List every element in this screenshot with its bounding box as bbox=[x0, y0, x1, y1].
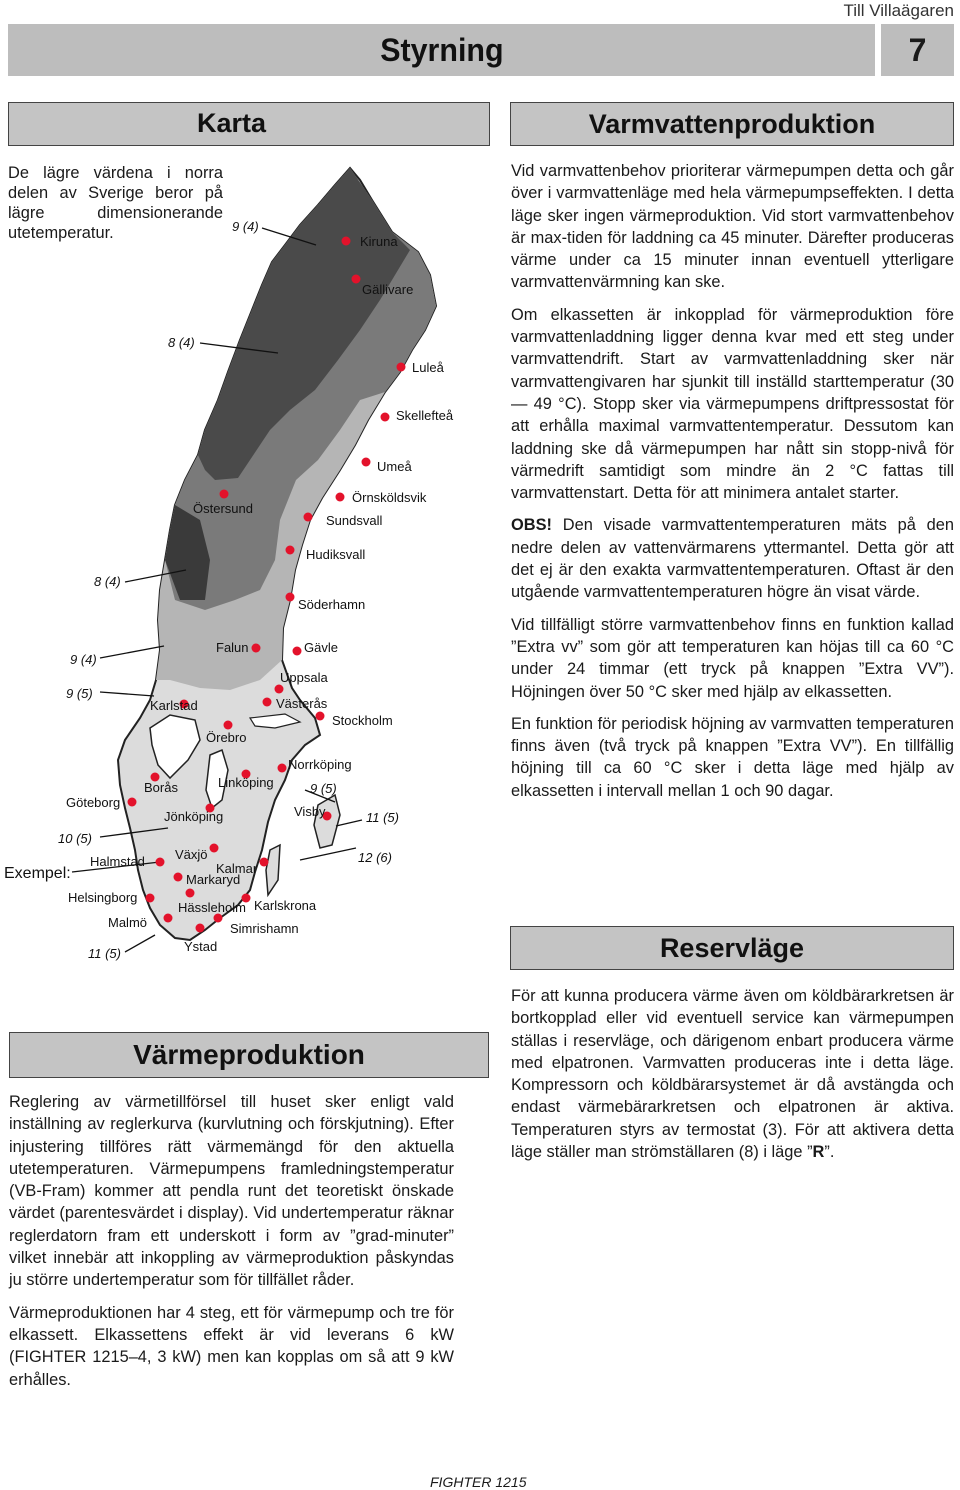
zone-label-6: 10 (5) bbox=[58, 831, 92, 846]
header-brand: Till Villaägaren bbox=[843, 1, 954, 20]
city-hudiksvall: Hudiksvall bbox=[306, 547, 366, 562]
city-soderhamn: Söderhamn bbox=[298, 597, 366, 612]
island-oland bbox=[266, 845, 280, 895]
city-stockholm: Stockholm bbox=[332, 713, 393, 728]
zone-label-9: 11 (5) bbox=[366, 810, 399, 825]
reservlage-text-a: För att kunna producera värme även om köldbärarkretsen är bortkopplad eller vid eventuell service kan värmepumpen ställas i reservläge, och därigenom enbart producera värme med elpatronen. Varmvatten produceras inte i detta läge. Kompressorn och köldbärarsystemet är då avstängda och endast värmebärarkretsen och elpatronen är aktiva. Temperaturen styrs av termostat (3). För att aktivera detta läge ställer man strömställaren (8) i läge ” bbox=[511, 987, 954, 1162]
island-gotland bbox=[314, 795, 340, 848]
city-kiruna: Kiruna bbox=[360, 234, 398, 249]
karta-intro: De lägre värdena i norra delen av Sverige beror på lägre dimensionerande utetemperatur. bbox=[8, 164, 223, 242]
reservlage-paragraph-1 bbox=[511, 985, 954, 1163]
karta-heading-text: Karta bbox=[197, 108, 267, 138]
reservlage-r: R bbox=[812, 1143, 825, 1162]
city-karlstad: Karlstad bbox=[150, 698, 198, 713]
zone-label-4: 9 (4) bbox=[70, 652, 97, 667]
zone-label-3: 8 (4) bbox=[94, 574, 121, 589]
zone-label-2: 8 (4) bbox=[168, 335, 195, 350]
city-vaxjo: Växjö bbox=[175, 847, 208, 862]
zone-label-10: 12 (6) bbox=[358, 850, 392, 865]
reservlage-heading bbox=[510, 926, 954, 970]
zone-label-5: 9 (5) bbox=[66, 686, 93, 701]
city-vasteras: Västerås bbox=[276, 696, 328, 711]
city-visby: Visby bbox=[294, 804, 326, 819]
city-halmstad: Halmstad bbox=[90, 854, 145, 869]
city-gavle: Gävle bbox=[304, 640, 338, 655]
varmvatten-paragraph-5: En funktion för periodisk höjning av varmvatten temperaturen finns även (två tryck på knappen ”Extra VV”). En tillfällig höjning till ca 60 °C sker i detta läge med hjälp av elkassetten i intervall mellan 1 och 90 dagar. bbox=[511, 714, 954, 800]
city-orebro: Örebro bbox=[206, 730, 247, 745]
zone-label-8: 9 (5) bbox=[310, 781, 337, 796]
page-title: Styrning bbox=[379, 31, 504, 68]
varmvatten-heading-text: Varmvattenproduktion bbox=[588, 108, 876, 139]
example-label: Exempel: bbox=[4, 865, 71, 882]
city-ystad: Ystad bbox=[184, 939, 218, 954]
city-hassleholm: Hässleholm bbox=[178, 900, 246, 915]
city-sundsvall: Sundsvall bbox=[326, 513, 383, 528]
varmvatten-text bbox=[511, 160, 954, 812]
city-helsingborg: Helsingborg bbox=[68, 890, 138, 905]
city-simrishamn: Simrishamn bbox=[230, 921, 299, 936]
city-ornskoldsvik: Örnsköldsvik bbox=[352, 490, 427, 505]
reservlage-text-b: ”. bbox=[824, 1143, 835, 1162]
page-number: 7 bbox=[881, 24, 954, 76]
zone-label-1: 9 (4) bbox=[232, 219, 259, 234]
varmeproduktion-heading-text: Värmeproduktion bbox=[133, 1039, 365, 1070]
varmvatten-paragraph-3 bbox=[511, 514, 954, 603]
city-jonkoping: Jönköping bbox=[164, 809, 224, 824]
city-goteborg: Göteborg bbox=[66, 795, 121, 810]
city-uppsala: Uppsala bbox=[280, 670, 328, 685]
city-markaryd: Markaryd bbox=[186, 872, 241, 887]
city-boras: Borås bbox=[144, 780, 178, 795]
sweden-map bbox=[0, 150, 500, 970]
city-kalmar: Kalmar bbox=[216, 861, 258, 876]
varmvatten-heading bbox=[510, 102, 954, 146]
varmeproduktion-heading bbox=[9, 1032, 489, 1078]
city-norrkoping: Norrköping bbox=[288, 757, 352, 772]
city-ostersund: Östersund bbox=[193, 501, 253, 516]
city-lulea: Luleå bbox=[412, 360, 444, 375]
footer-model: FIGHTER 1215 bbox=[430, 1474, 527, 1490]
varmeproduktion-paragraph-1: Reglering av värmetillförsel till huset sker enligt vald inställning av reglerkurva (kurvlutning och förskjutning). Efter injustering tillföres rätt värmemängd för den aktuella utetemperaturen. Värmepumpens framledningstemperatur (VB-Fram) kommer att pendla runt det teoretiskt önskade värdet (parentesvärdet i display). Vid undertemperatur räknar reglerdatorn fram ett underskott i form av ”grad-minuter” vilket innebär att inkoppling av värmeproduktion påskyndas ju större undertemperatur som för tillfället råder. bbox=[9, 1093, 454, 1290]
reservlage-text bbox=[511, 985, 954, 1173]
city-malmo: Malmö bbox=[108, 915, 148, 930]
varmvatten-paragraph-1: Vid varmvattenbehov prioriterar värmepumpen detta och går över i varmvattenläge med hela värmepumpseffekten. I detta läge sker ingen värmeproduktion. Vid stort varmvattenbehov är max-tiden för laddning ca 45 minuter. Därefter produceras värme under ca 15 minuter innan eventuell ytterligare varmvattenvärmning kan ske. bbox=[511, 162, 954, 292]
city-skelleftea: Skellefteå bbox=[396, 408, 454, 423]
karta-heading bbox=[8, 102, 490, 146]
city-gallivare: Gällivare bbox=[362, 282, 414, 297]
varmeproduktion-text bbox=[9, 1091, 454, 1401]
varmeproduktion-paragraph-2: Värmeproduktionen har 4 steg, ett för värmepump och tre för elkassett. Elkassettens effekt är vid leverans 6 kW (FIGHTER 1215–4, 3 kW) men kan kopplas om så att 9 kW erhålles. bbox=[9, 1303, 454, 1389]
varmvatten-paragraph-2: Om elkassetten är inkopplad för värmeproduktion före varmvattenladdning ligger denna kvar med ett steg under varmvattendrift. Start av varmvattenladdning sker när varmvattengivaren har sjunkit till inställd starttemperatur (30 — 49 °C). Stopp sker via värmepumpens driftpressostat för att erhålla maximal varmvattentemperatur. Dessutom kan laddning ske då värmepumpen har nått sin stopp-nivå för värmedrift samtidigt som mindre än 2 °C fattas till varmvattenstart. Detta för att minimera antalet starter. bbox=[511, 305, 954, 503]
zone-label-7: 11 (5) bbox=[88, 946, 121, 961]
title-banner bbox=[8, 24, 875, 76]
varmvatten-paragraph-4: Vid tillfälligt större varmvattenbehov finns en funktion kallad ”Extra vv” som gör att temperaturen kan höjas till ca 60 °C under 24 timmar (ett tryck på knappen ”Extra VV”). Höjningen över 50 °C sker med hjälp av elkassetten. bbox=[511, 615, 954, 701]
city-umea: Umeå bbox=[377, 459, 412, 474]
city-linkoping: Linköping bbox=[218, 775, 274, 790]
obs-label: OBS! bbox=[511, 516, 552, 535]
city-karlskrona: Karlskrona bbox=[254, 898, 317, 913]
city-falun: Falun bbox=[216, 640, 249, 655]
reservlage-heading-text: Reservläge bbox=[659, 932, 805, 963]
obs-text: Den visade varmvattentemperaturen mäts på den nedre delen av vattenvärmarens yttermantel. Detta gör att det ej är den exakta varmvattentemperaturen. Oftast är den utgående varmvattentemperaturen högre än visat värde. bbox=[511, 516, 954, 602]
